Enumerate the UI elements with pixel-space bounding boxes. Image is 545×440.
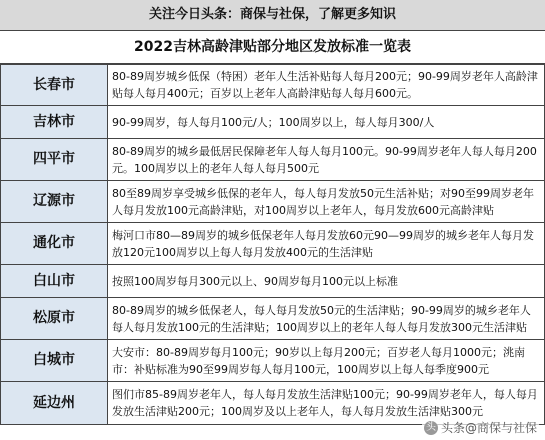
- standard-cell: 80-89周岁的城乡低保老人，每人每月发放50元的生活津贴；90-99周岁的城乡老年人每人每月发放100元的生活津贴；100周岁以上的老年人每人每月发放300元生活津贴: [108, 298, 545, 340]
- table-title: 2022吉林高龄津贴部分地区发放标准一览表: [0, 31, 545, 64]
- table-row: [1, 65, 545, 106]
- subsidy-table: [0, 64, 545, 425]
- city-cell: 白山市: [1, 265, 108, 298]
- standard-cell: 90-99周岁，每人每月100元/人；100周岁以上，每人每月300/人: [108, 106, 545, 139]
- promo-banner: 关注今日头条：商保与社保，了解更多知识: [0, 0, 545, 31]
- city-cell: 白城市: [1, 340, 108, 382]
- table-row: [1, 298, 545, 340]
- standard-cell: 梅河口市80—89周岁的城乡低保老年人每月发放60元90—99周岁的城乡老年人每月发放120元100周岁以上每人每月发放400元的生活津贴: [108, 223, 545, 265]
- table-row: [1, 340, 545, 382]
- city-cell: 延边州: [1, 382, 108, 425]
- city-cell: 通化市: [1, 223, 108, 265]
- city-cell: 四平市: [1, 139, 108, 181]
- table-row: [1, 181, 545, 223]
- city-cell: 长春市: [1, 65, 108, 106]
- city-cell: 吉林市: [1, 106, 108, 139]
- city-cell: 松原市: [1, 298, 108, 340]
- standard-cell: 80至89周岁享受城乡低保的老年人，每人每月发放50元生活补贴；对90至99周岁老年人每月发放100元高龄津贴，对100周岁以上老年人，每月发放600元高龄津贴: [108, 181, 545, 223]
- table-row: [1, 139, 545, 181]
- standard-cell: 图们市85-89周岁老年人，每人每月发放生活津贴100元；90-99周岁老年人，每人每月发放生活津贴200元；100周岁及以上老年人，每人每月发放生活津贴300元: [108, 382, 545, 425]
- table-row: [1, 265, 545, 298]
- table-row: [1, 106, 545, 139]
- table-row: [1, 223, 545, 265]
- standard-cell: 80-89周岁的城乡最低居民保障老年人每人每月100元。90-99周岁老年人每人每月200元。100周岁以上的老年人每人每月500元: [108, 139, 545, 181]
- standard-cell: 大安市：80-89周岁每月100元；90岁以上每月200元；百岁老人每月1000元；洮南市：补贴标准为90至99周岁每人每月100元，100周岁以上每人每季度900元: [108, 340, 545, 382]
- watermark-text: 头条@商保与社保: [440, 421, 537, 435]
- standard-cell: 80-89周岁城乡低保（特困）老年人生活补贴每人每月200元；90-99周岁老年人高龄津贴每人每月400元；百岁以上老年人高龄津贴每人每月600元。: [108, 65, 545, 106]
- standard-cell: 按照100周岁每月300元以上、90周岁每月100元以上标准: [108, 265, 545, 298]
- city-cell: 辽源市: [1, 181, 108, 223]
- toutiao-logo-icon: 头: [425, 421, 436, 433]
- watermark: [422, 419, 539, 436]
